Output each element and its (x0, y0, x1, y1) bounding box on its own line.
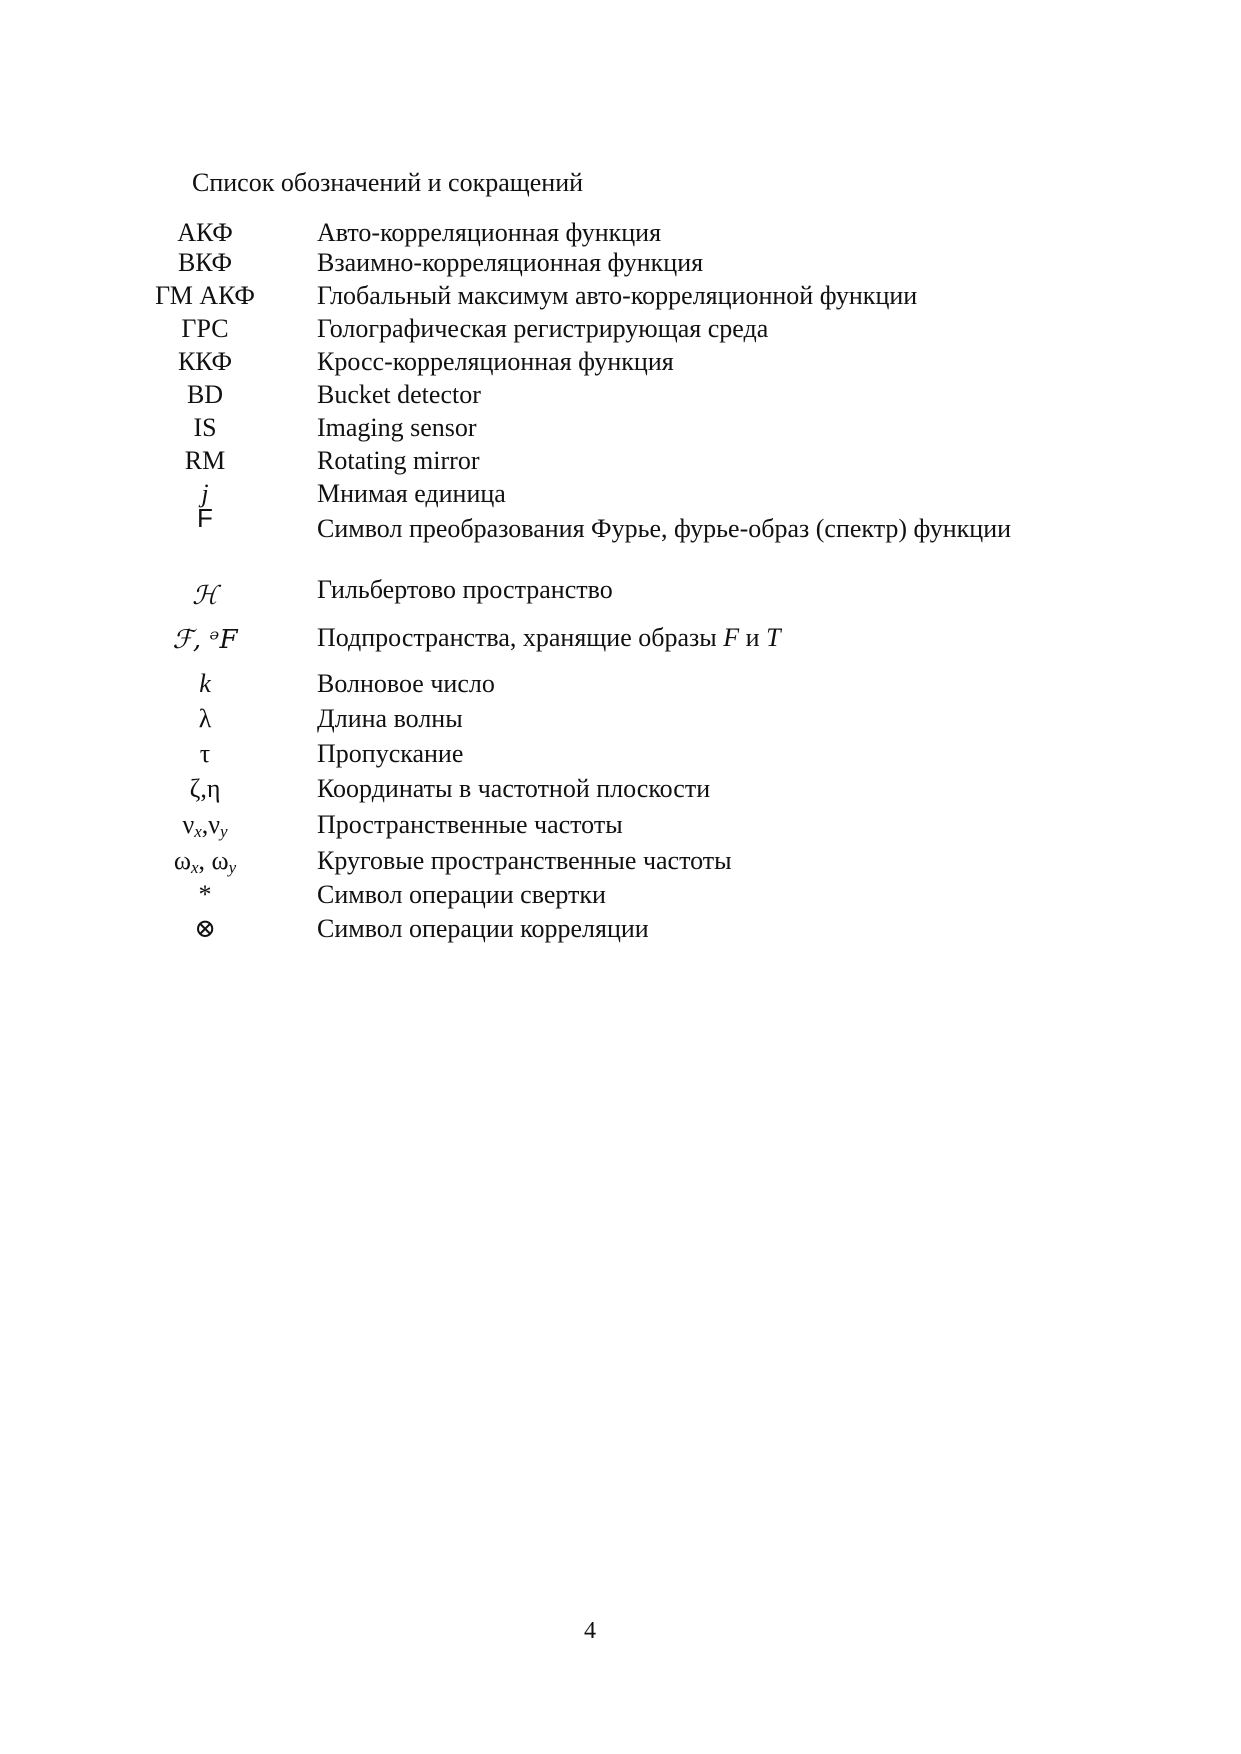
abbreviation-description: Bucket detector (317, 380, 481, 409)
abbreviation-description: Голографическая регистрирующая среда (317, 314, 769, 343)
list-item (130, 479, 1130, 509)
abbreviation-symbol: * (198, 880, 212, 909)
abbreviation-description: Imaging sensor (317, 413, 477, 442)
description-text: Подпространства, хранящие образы (317, 623, 717, 652)
abbreviation-symbol: ККФ (177, 347, 233, 376)
symbol-separator: , (198, 846, 212, 875)
list-item (130, 623, 1130, 669)
list-item (130, 248, 1130, 281)
list-item (130, 914, 1130, 948)
abbreviation-description: Глобальный максимум авто-корреляционной функции (317, 281, 918, 310)
list-item (130, 774, 1130, 810)
abbreviation-description: Rotating mirror (317, 446, 480, 475)
abbreviation-symbol: τ (199, 739, 211, 768)
abbreviation-symbol: ζ,η (189, 774, 221, 803)
list-item (130, 218, 1130, 248)
abbreviation-description: Авто-корреляционная функция (317, 218, 662, 247)
abbreviation-symbol: j (201, 479, 209, 508)
symbol-subscript: x (194, 822, 202, 841)
description-symbol-f: F (723, 623, 740, 652)
abbreviation-symbol: IS (193, 413, 217, 442)
list-item (130, 380, 1130, 413)
list-item (130, 503, 1130, 575)
abbreviation-symbol: АКФ (177, 218, 233, 247)
list-item (130, 880, 1130, 914)
list-item (130, 281, 1130, 314)
list-item (130, 575, 1130, 623)
page-title: Список обозначений и сокращений (192, 168, 584, 197)
list-item (130, 810, 1130, 846)
abbreviation-description: Гильбертово пространство (317, 575, 613, 604)
list-item (130, 446, 1130, 479)
abbreviation-symbol: RM (184, 446, 226, 475)
abbreviation-description: Пространственные частоты (317, 810, 623, 839)
symbol-main: ω (211, 846, 229, 875)
abbreviation-symbol: ℱ, ᵊF (172, 625, 238, 655)
abbreviation-symbol: k (199, 669, 211, 698)
symbol-main: ν (208, 810, 221, 839)
abbreviation-description: Кросс-корреляционная функция (317, 347, 674, 376)
description-conjunction: и (745, 623, 760, 652)
abbreviation-description: Пропускание (317, 739, 464, 768)
abbreviation-symbol: ℋ (192, 581, 218, 611)
list-item (130, 314, 1130, 347)
list-item (130, 704, 1130, 739)
abbreviation-description: Взаимно-корреляционная функция (317, 248, 704, 277)
symbol-main: ω (173, 846, 191, 875)
abbreviation-symbol (130, 810, 280, 842)
abbreviation-symbol: ГРС (181, 314, 229, 343)
abbreviation-description: Символ операции корреляции (317, 914, 649, 943)
abbreviation-symbol: BD (186, 380, 224, 409)
symbol-subscript: x (190, 858, 199, 877)
abbreviation-symbol: ГМ АКФ (155, 281, 255, 310)
abbreviation-list (130, 218, 1130, 948)
symbol-subscript: y (220, 822, 228, 841)
symbol-separator: , (201, 810, 209, 839)
list-item (130, 413, 1130, 446)
abbreviation-description: Длина волны (317, 704, 463, 733)
abbreviation-description: Волновое число (317, 669, 495, 698)
abbreviation-symbol: λ (198, 704, 212, 733)
abbreviation-description (317, 623, 1037, 653)
symbol-main: ν (182, 810, 195, 839)
abbreviation-symbol (130, 846, 280, 878)
abbreviation-description: Мнимая единица (317, 479, 506, 508)
list-item (130, 846, 1130, 880)
abbreviation-description: Символ преобразования Фурье, фурье-образ (спектр) функции (317, 514, 1012, 543)
page-number: 4 (584, 1618, 596, 1644)
abbreviation-symbol: ВКФ (177, 248, 233, 277)
abbreviation-description: Символ операции свертки (317, 880, 606, 909)
abbreviation-description: Круговые пространственные частоты (317, 846, 732, 875)
list-item (130, 669, 1130, 704)
description-symbol-t: T (766, 623, 781, 652)
list-item (130, 739, 1130, 774)
list-item (130, 347, 1130, 380)
symbol-subscript: y (228, 858, 237, 877)
abbreviation-description: Координаты в частотной плоскости (317, 774, 711, 803)
abbreviation-symbol: F (197, 503, 213, 533)
abbreviation-symbol: ⊗ (194, 914, 216, 943)
